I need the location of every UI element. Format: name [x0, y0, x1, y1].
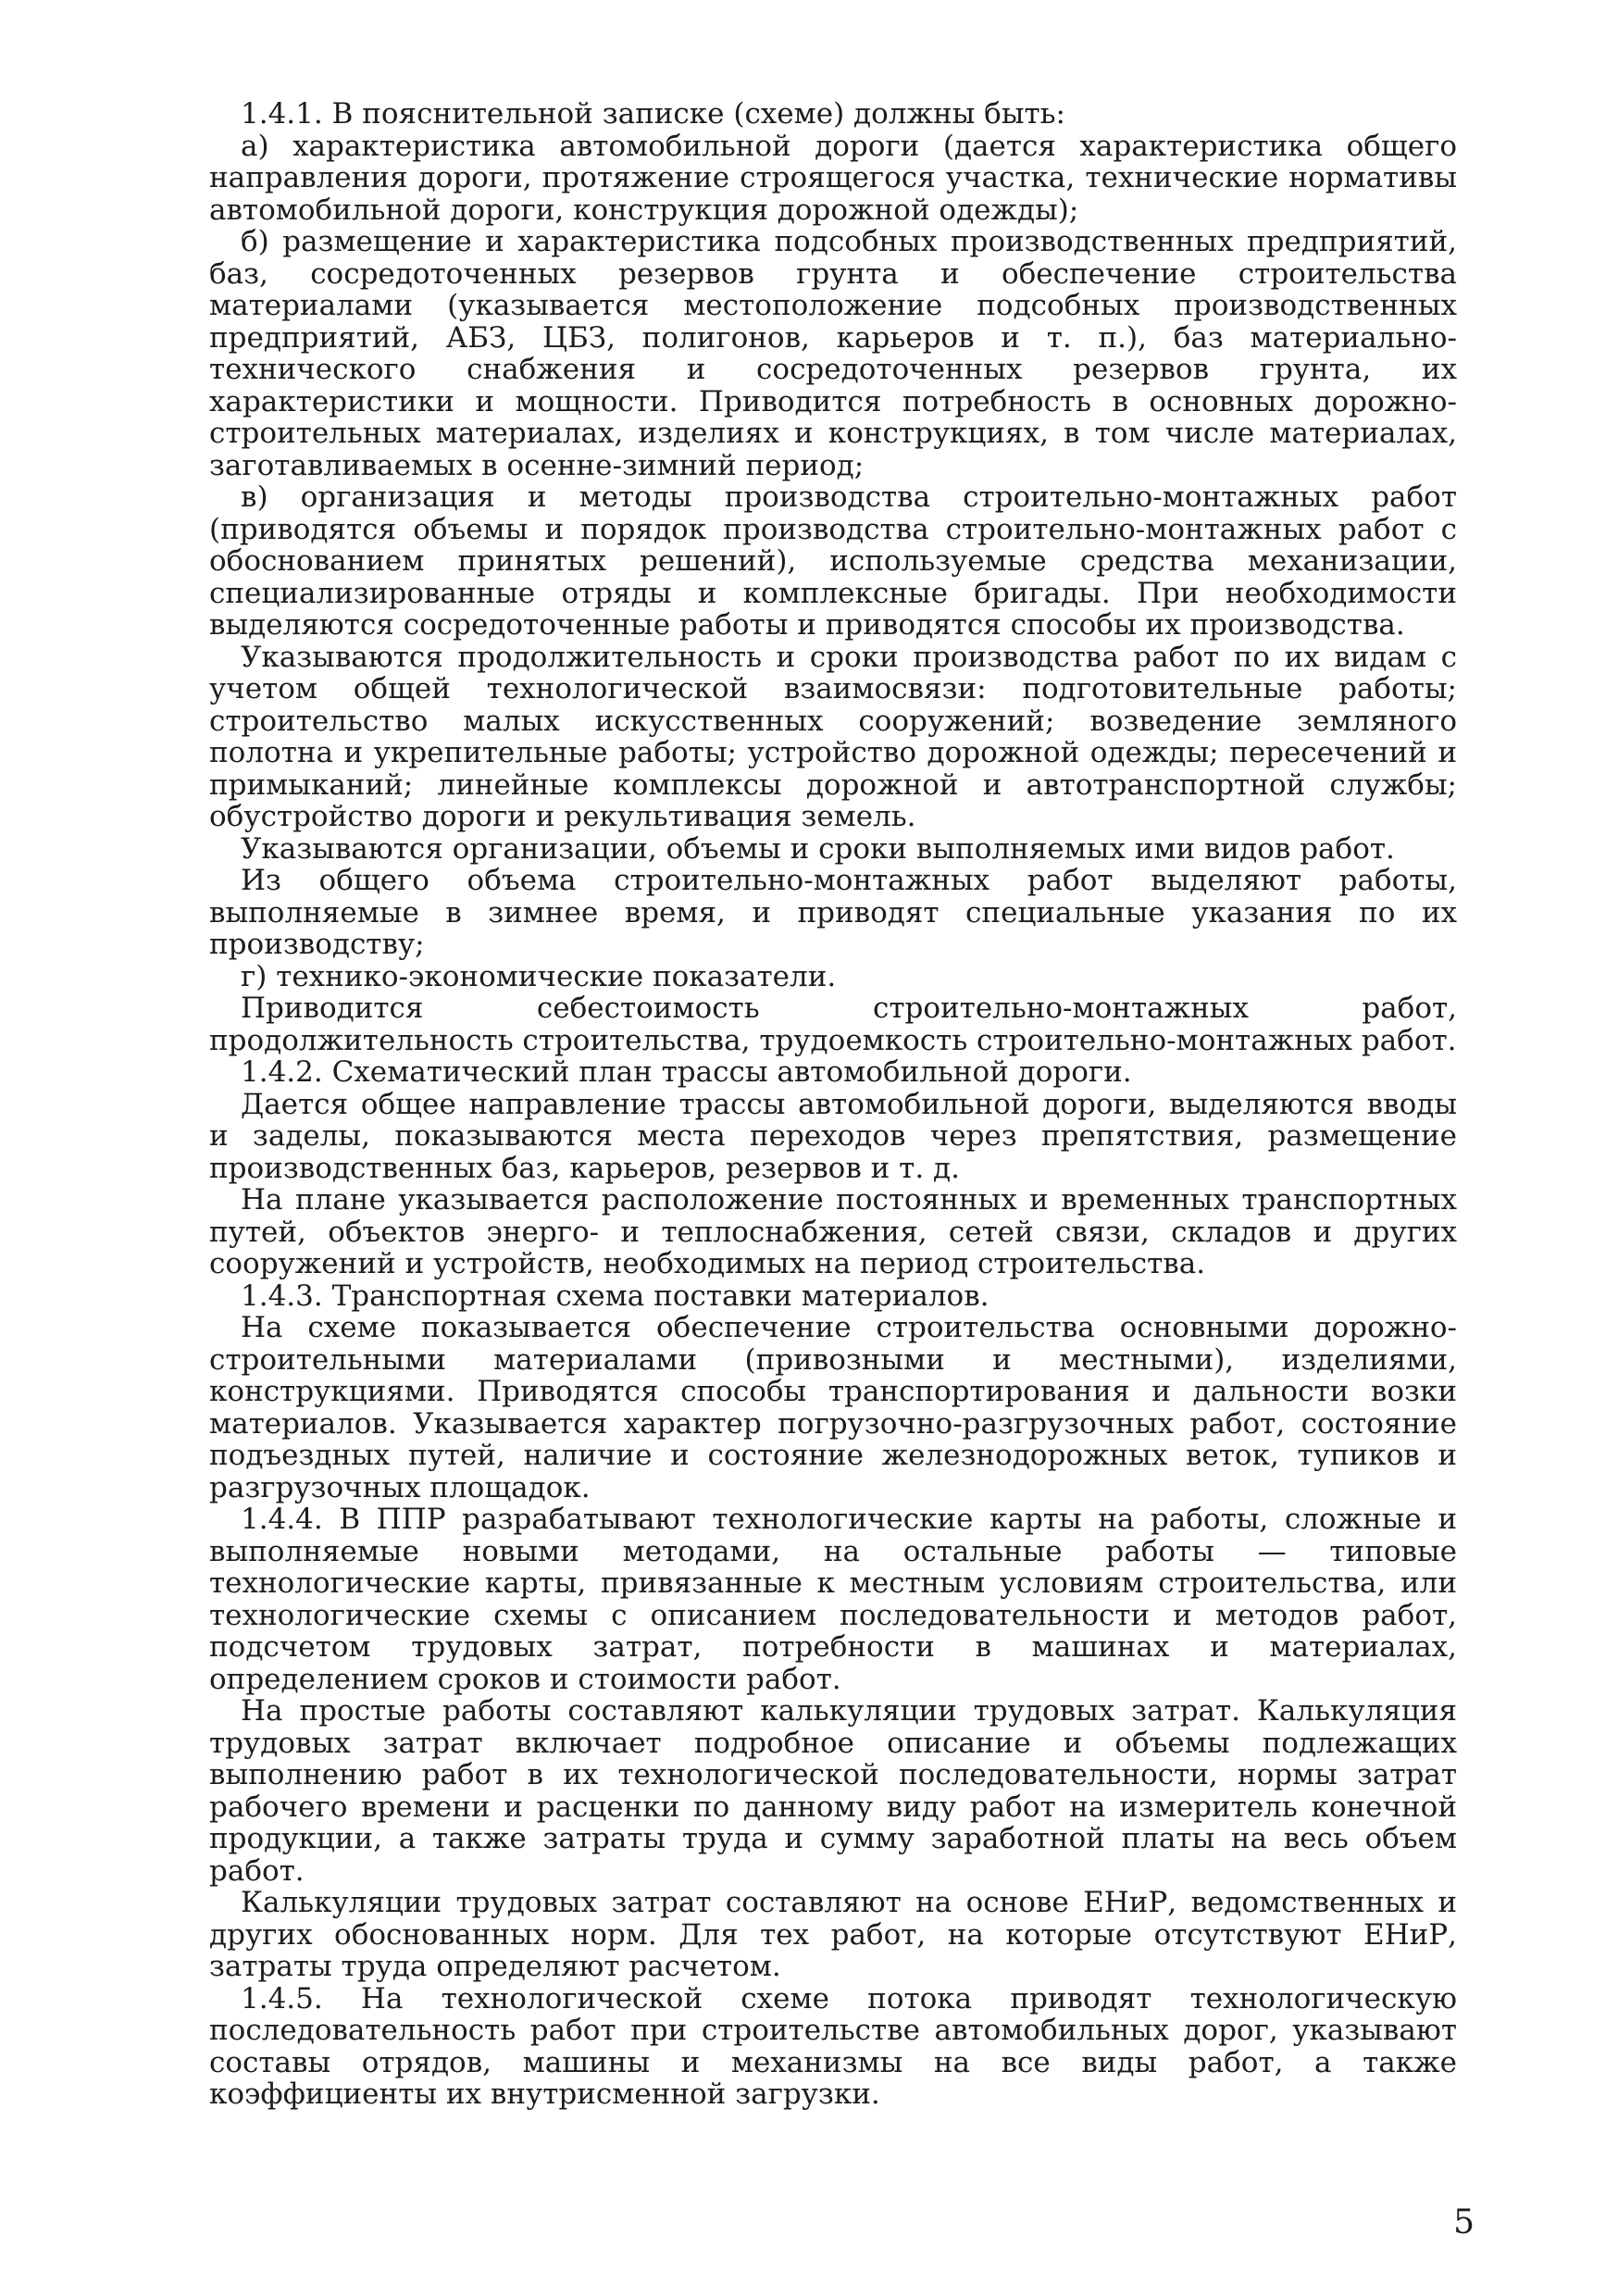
paragraph-durations: Указываются продолжительность и сроки производства работ по их видам с учетом общей технологической взаимосвязи: подготовительные работы; строительство малых искусственных сооружений; возведение земляного полотна и укрепительные работы; устройство дорожной одежды; пересечений и примыканий; линейные комплексы дорожной и автотранспортной службы; обустройство дороги и рекультивация земель. [209, 640, 1457, 833]
paragraph-plan-layout: На плане указывается расположение постоянных и временных транспортных путей, объектов энерго- и теплоснабжения, сетей связи, складов и других сооружений и устройств, необходимых на период строительства. [209, 1183, 1457, 1280]
paragraph-item-b: б) размещение и характеристика подсобных производственных предприятий, баз, сосредоточенных резервов грунта и обеспечение строительства материалами (указывается местоположение подсобных производственных предприятий, АБЗ, ЦБЗ, полигонов, карьеров и т. п.), баз материально-технического снабжения и сосредоточенных резервов грунта, их характеристики и мощности. Приводится потребность в основных дорожно-строительных материалах, изделиях и конструкциях, в том числе материалах, заготавливаемых в осенне-зимний период; [209, 225, 1457, 482]
paragraph-route-direction: Дается общее направление трассы автомобильной дороги, выделяются вводы и заделы, показываются места переходов через препятствия, размещение производственных баз, карьеров, резервов и т. д. [209, 1087, 1457, 1185]
paragraph-enir-norms: Калькуляции трудовых затрат составляют на основе ЕНиР, ведомственных и других обоснованных норм. Для тех работ, на которые отсутствуют ЕНиР, затраты труда определяют расчетом. [209, 1886, 1457, 1983]
paragraph-1-4-1-heading: 1.4.1. В пояснительной записке (схеме) должны быть: [241, 97, 1065, 131]
paragraph-item-g: г) технико-экономические показатели. [241, 959, 837, 993]
paragraph-organizations: Указываются организации, объемы и сроки выполняемых ими видов работ. [241, 831, 1395, 866]
body-text [209, 98, 1457, 2111]
paragraph-item-v: в) организация и методы производства строительно-монтажных работ (приводятся объемы и порядок производства строительно-монтажных работ с обоснованием принятых решений), используемые средства механизации, специализированные отряды и комплексные бригады. При необходимости выделяются сосредоточенные работы и приводятся способы их производства. [209, 480, 1457, 642]
paragraph-1-4-4: 1.4.4. В ППР разрабатывают технологические карты на работы, сложные и выполняемые новыми методами, на остальные работы — типовые технологические карты, привязанные к местным условиям строительства, или технологические схемы с описанием последовательности и методов работ, подсчетом трудовых затрат, потребности в машинах и материалах, определением сроков и стоимости работ. [209, 1503, 1457, 1696]
paragraph-item-a: а) характеристика автомобильной дороги (дается характеристика общего направления дороги, протяжение строящегося участка, технические нормативы автомобильной дороги, конструкция дорожной одежды); [209, 129, 1457, 227]
paragraph-transport-scheme: На схеме показывается обеспечение строительства основными дорожно-строительными материалами (привозными и местными), изделиями, конструкциями. Приводятся способы транспортирования и дальности возки материалов. Указывается характер погрузочно-разгрузочных работ, состояние подъездных путей, наличие и состояние железнодорожных веток, тупиков и разгрузочных площадок. [209, 1311, 1457, 1504]
paragraph-cost: Приводится себестоимость строительно-монтажных работ, продолжительность строительства, трудоемкость строительно-монтажных работ. [209, 992, 1457, 1057]
paragraph-1-4-3-heading: 1.4.3. Транспортная схема поставки материалов. [241, 1279, 989, 1313]
paragraph-winter-works: Из общего объема строительно-монтажных работ выделяют работы, выполняемые в зимнее время, и приводят специальные указания по их производству; [209, 864, 1457, 961]
paragraph-labor-calculation: На простые работы составляют калькуляции трудовых затрат. Калькуляция трудовых затрат включает подробное описание и объемы подлежащих выполнению работ в их технологической последовательности, нормы затрат рабочего времени и расценки по данному виду работ на измеритель конечной продукции, а также затраты труда и сумму заработной платы на весь объем работ. [209, 1694, 1457, 1888]
paragraph-1-4-2-heading: 1.4.2. Схематический план трассы автомобильной дороги. [241, 1055, 1132, 1089]
page-number: 5 [1453, 2203, 1475, 2241]
paragraph-1-4-5: 1.4.5. На технологической схеме потока приводят технологическую последовательность работ при строительстве автомобильных дорог, указывают составы отрядов, машины и механизмы на все виды работ, а также коэффициенты их внутрисменной загрузки. [209, 1981, 1457, 2111]
